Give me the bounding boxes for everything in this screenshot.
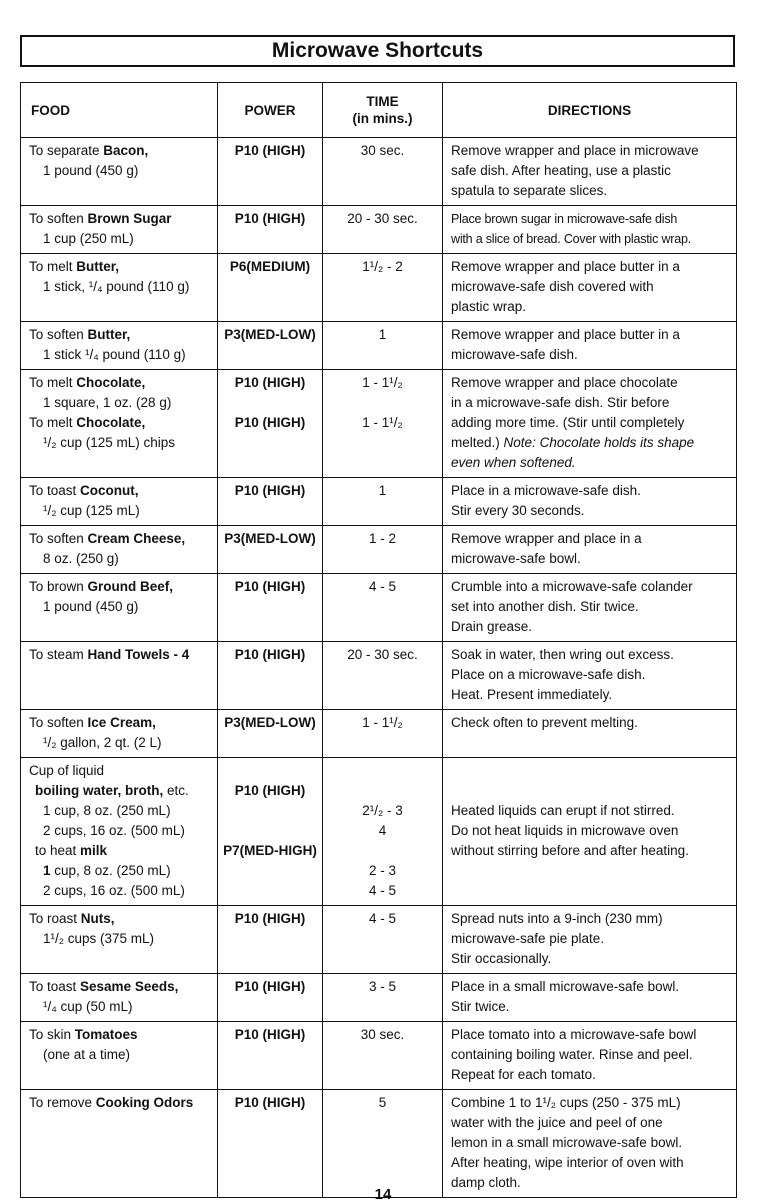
food-name: Chocolate, [76, 375, 146, 390]
food-text: To roast [29, 911, 81, 926]
power-value: P10 (HIGH) [234, 211, 306, 226]
table-row [21, 478, 737, 526]
table-row [21, 574, 737, 642]
food-name: Coconut, [80, 483, 139, 498]
food-text: To melt [29, 375, 77, 390]
time-value: 1 - 2 [368, 531, 396, 546]
power-cell [218, 138, 323, 206]
power-cell [218, 1022, 323, 1090]
directions-line: Check often to prevent melting. [451, 715, 638, 730]
time-cell [323, 906, 443, 974]
directions-line: Do not heat liquids in microwave oven [451, 823, 679, 838]
power-value: P10 (HIGH) [234, 579, 306, 594]
power-cell [218, 206, 323, 254]
directions-line: After heating, wipe interior of oven with [451, 1155, 684, 1170]
time-value: 1 - 1¹/₂ [362, 715, 403, 730]
directions-line: Place in a microwave-safe dish. [451, 483, 641, 498]
food-line [29, 413, 213, 433]
food-name: 1 [43, 863, 51, 878]
time-value: 1 - 1¹/₂ [362, 415, 403, 430]
time-cell [323, 254, 443, 322]
food-line [29, 345, 213, 365]
directions-line: containing boiling water. Rinse and peel. [451, 1047, 693, 1062]
food-cell [21, 906, 218, 974]
food-line [29, 713, 213, 733]
food-name: Cooking Odors [95, 1095, 194, 1110]
time-value: 4 - 5 [368, 911, 396, 926]
directions-line: without stirring before and after heating. [451, 843, 689, 858]
time-value: 1 [378, 483, 387, 498]
power-cell [218, 710, 323, 758]
table-row [21, 138, 737, 206]
directions-line: Stir every 30 seconds. [451, 503, 585, 518]
power-cell [218, 478, 323, 526]
food-line [29, 257, 213, 277]
header-time [323, 83, 443, 138]
food-text: (one at a time) [43, 1047, 131, 1062]
directions-line: Soak in water, then wring out excess. [451, 647, 674, 662]
directions-line: safe dish. After heating, use a plastic [451, 163, 671, 178]
time-cell [323, 138, 443, 206]
time-cell [323, 710, 443, 758]
directions-cell [443, 642, 737, 710]
food-text: To toast [29, 979, 81, 994]
table-row [21, 974, 737, 1022]
directions-line: plastic wrap. [451, 299, 527, 314]
food-name: Chocolate, [76, 415, 146, 430]
food-line [29, 433, 213, 453]
time-value: 5 [378, 1095, 387, 1110]
food-name: Sesame Seeds, [80, 979, 179, 994]
time-cell [323, 574, 443, 642]
power-value: P7(MED-HIGH) [223, 843, 317, 858]
directions-line: Place in a small microwave-safe bowl. [451, 979, 680, 994]
power-value [220, 821, 320, 841]
power-value [220, 801, 320, 821]
time-cell [323, 758, 443, 906]
time-value: 2¹/₂ - 3 [362, 803, 403, 818]
food-cell [21, 478, 218, 526]
table-row [21, 370, 737, 478]
food-text: etc. [163, 783, 189, 798]
directions-line: Spread nuts into a 9-inch (230 mm) [451, 911, 663, 926]
time-cell [323, 370, 443, 478]
time-cell [323, 974, 443, 1022]
food-name: Cream Cheese, [87, 531, 186, 546]
food-cell [21, 974, 218, 1022]
time-cell [323, 478, 443, 526]
directions-line: with a slice of bread. Cover with plastic wrap. [451, 232, 692, 246]
header-time-unit: (in mins.) [352, 111, 413, 126]
time-value: 3 - 5 [368, 979, 396, 994]
power-value [220, 761, 320, 781]
food-line [29, 209, 213, 229]
food-line [29, 277, 213, 297]
food-cell [21, 758, 218, 906]
time-value: 30 sec. [360, 1027, 405, 1042]
food-text: To skin [29, 1027, 75, 1042]
directions-line: water with the juice and peel of one [451, 1115, 663, 1130]
food-line [29, 997, 213, 1017]
food-text: To soften [29, 327, 88, 342]
food-text: 1 square, 1 oz. (28 g) [43, 395, 172, 410]
food-name: boiling water, broth, [35, 783, 164, 798]
directions-cell [443, 322, 737, 370]
food-text: To melt [29, 415, 77, 430]
directions-cell [443, 206, 737, 254]
food-text: To melt [29, 259, 77, 274]
power-value: P10 (HIGH) [234, 911, 306, 926]
table-row [21, 1022, 737, 1090]
food-line [29, 761, 213, 781]
food-line [29, 821, 213, 841]
food-cell [21, 370, 218, 478]
time-value: 4 - 5 [368, 883, 396, 898]
time-value [325, 761, 440, 781]
power-cell [218, 370, 323, 478]
directions-line: Place brown sugar in microwave-safe dish [451, 212, 678, 226]
food-line [29, 645, 213, 665]
food-name: Nuts, [80, 911, 115, 926]
power-cell [218, 254, 323, 322]
food-line [29, 501, 213, 521]
power-value: P3(MED-LOW) [224, 715, 316, 730]
power-value [220, 393, 320, 413]
directions-line: Stir occasionally. [451, 951, 552, 966]
directions-cell [443, 1090, 737, 1198]
food-line [29, 141, 213, 161]
food-text: 1 cup, 8 oz. (250 mL) [43, 803, 171, 818]
food-name: Hand Towels - 4 [87, 647, 190, 662]
food-line [29, 577, 213, 597]
directions-line [451, 761, 732, 781]
power-cell [218, 758, 323, 906]
table-row [21, 1090, 737, 1198]
directions-cell [443, 758, 737, 906]
directions-line: set into another dish. Stir twice. [451, 599, 639, 614]
power-value: P3(MED-LOW) [224, 531, 316, 546]
food-line [29, 841, 213, 861]
directions-cell [443, 526, 737, 574]
directions-cell [443, 254, 737, 322]
food-line [29, 393, 213, 413]
food-text: to heat [35, 843, 81, 858]
power-cell [218, 906, 323, 974]
power-value: P10 (HIGH) [234, 783, 306, 798]
power-cell [218, 526, 323, 574]
time-value: 4 [378, 823, 387, 838]
food-cell [21, 526, 218, 574]
food-text: 2 cups, 16 oz. (500 mL) [43, 883, 185, 898]
time-value: 20 - 30 sec. [347, 211, 418, 226]
food-text: 1 cup (250 mL) [43, 231, 134, 246]
food-text: ¹/₄ cup (50 mL) [43, 999, 133, 1014]
power-value: P10 (HIGH) [234, 143, 306, 158]
food-name: Brown Sugar [87, 211, 172, 226]
food-line [29, 1045, 213, 1065]
directions-line: microwave-safe bowl. [451, 551, 581, 566]
food-cell [21, 138, 218, 206]
power-value: P10 (HIGH) [234, 375, 306, 390]
food-line [29, 861, 213, 881]
time-value [325, 393, 440, 413]
directions-line: Remove wrapper and place butter in a [451, 259, 680, 274]
table-row [21, 254, 737, 322]
food-line [29, 529, 213, 549]
food-cell [21, 574, 218, 642]
directions-cell [443, 574, 737, 642]
directions-line: Crumble into a microwave-safe colander [451, 579, 693, 594]
power-value: P10 (HIGH) [234, 415, 306, 430]
food-cell [21, 206, 218, 254]
food-text: To soften [29, 531, 88, 546]
page-title: Microwave Shortcuts [20, 35, 735, 67]
directions-line: Heated liquids can erupt if not stirred. [451, 803, 675, 818]
food-text: 1 stick, ¹/₄ pound (110 g) [43, 279, 190, 294]
header-directions: DIRECTIONS [443, 83, 737, 138]
food-text: 1 pound (450 g) [43, 163, 139, 178]
food-name: Ground Beef, [87, 579, 174, 594]
time-value: 1 - 1¹/₂ [362, 375, 403, 390]
food-name: Ice Cream, [87, 715, 156, 730]
food-line [29, 597, 213, 617]
directions-cell [443, 138, 737, 206]
directions-cell [443, 974, 737, 1022]
time-cell [323, 642, 443, 710]
time-value [325, 841, 440, 861]
directions-line: lemon in a small microwave-safe bowl. [451, 1135, 683, 1150]
power-cell [218, 1090, 323, 1198]
food-line [29, 161, 213, 181]
food-line [29, 733, 213, 753]
food-cell [21, 322, 218, 370]
directions-line: Drain grease. [451, 619, 533, 634]
time-cell [323, 1022, 443, 1090]
time-value [325, 781, 440, 801]
directions-line: microwave-safe dish. [451, 347, 578, 362]
microwave-shortcuts-table [20, 82, 737, 1198]
food-line [29, 929, 213, 949]
food-text: To separate [29, 143, 104, 158]
food-line [29, 781, 213, 801]
food-text: 1 stick ¹/₄ pound (110 g) [43, 347, 186, 362]
food-text: To steam [29, 647, 88, 662]
power-cell [218, 322, 323, 370]
table-row [21, 206, 737, 254]
food-name: Butter, [87, 327, 131, 342]
table-row [21, 710, 737, 758]
time-value: 4 - 5 [368, 579, 396, 594]
directions-line: Place tomato into a microwave-safe bowl [451, 1027, 697, 1042]
power-value: P3(MED-LOW) [224, 327, 316, 342]
directions-line [451, 781, 732, 801]
food-line [29, 325, 213, 345]
food-cell [21, 710, 218, 758]
food-name: Butter, [76, 259, 120, 274]
power-cell [218, 574, 323, 642]
directions-line: Stir twice. [451, 999, 510, 1014]
directions-line: Remove wrapper and place in a [451, 531, 642, 546]
time-value: 20 - 30 sec. [347, 647, 418, 662]
time-value: 2 - 3 [368, 863, 396, 878]
page-number: 14 [374, 1186, 392, 1203]
food-text: ¹/₂ cup (125 mL) [43, 503, 140, 518]
food-line [29, 481, 213, 501]
directions-line: Combine 1 to 1¹/₂ cups (250 - 375 mL) [451, 1095, 681, 1110]
food-line [29, 909, 213, 929]
food-text: 1 pound (450 g) [43, 599, 139, 614]
directions-line: Repeat for each tomato. [451, 1067, 596, 1082]
directions-cell [443, 1022, 737, 1090]
directions-line: in a microwave-safe dish. Stir before [451, 395, 670, 410]
power-value: P10 (HIGH) [234, 1095, 306, 1110]
directions-cell [443, 478, 737, 526]
time-value: 1 [378, 327, 387, 342]
table-row [21, 322, 737, 370]
directions-cell [443, 710, 737, 758]
power-value: P6(MEDIUM) [229, 259, 311, 274]
time-value: 1¹/₂ - 2 [362, 259, 403, 274]
table-header-row [21, 83, 737, 138]
power-value: P10 (HIGH) [234, 979, 306, 994]
table-row [21, 906, 737, 974]
power-cell [218, 974, 323, 1022]
food-line [29, 549, 213, 569]
food-text: To remove [29, 1095, 96, 1110]
food-text: 2 cups, 16 oz. (500 mL) [43, 823, 185, 838]
food-cell [21, 1090, 218, 1198]
power-cell [218, 642, 323, 710]
directions-line: damp cloth. [451, 1175, 521, 1190]
table-row [21, 526, 737, 574]
power-value: P10 (HIGH) [234, 483, 306, 498]
food-cell [21, 254, 218, 322]
food-text: 8 oz. (250 g) [43, 551, 119, 566]
time-value: 30 sec. [360, 143, 405, 158]
food-text: 1¹/₂ cups (375 mL) [43, 931, 155, 946]
directions-line: Remove wrapper and place butter in a [451, 327, 680, 342]
header-time-label: TIME [366, 94, 399, 109]
food-text: ¹/₂ gallon, 2 qt. (2 L) [43, 735, 162, 750]
food-line [29, 977, 213, 997]
food-name: milk [80, 843, 108, 858]
directions-line: Remove wrapper and place in microwave [451, 143, 699, 158]
food-text: To soften [29, 211, 88, 226]
power-value: P10 (HIGH) [234, 1027, 306, 1042]
food-line [29, 229, 213, 249]
directions-note: even when softened. [451, 455, 576, 470]
directions-cell [443, 906, 737, 974]
directions-note: Note: Chocolate holds its shape [503, 435, 695, 450]
time-cell [323, 206, 443, 254]
time-cell [323, 526, 443, 574]
food-text: To toast [29, 483, 81, 498]
food-name: Bacon, [103, 143, 149, 158]
food-text: To soften [29, 715, 88, 730]
table-row [21, 642, 737, 710]
directions-line: Place on a microwave-safe dish. [451, 667, 646, 682]
food-line [29, 1025, 213, 1045]
header-food: FOOD [21, 83, 218, 138]
food-text: cup, 8 oz. (250 mL) [50, 863, 171, 878]
directions-line: Remove wrapper and place chocolate [451, 375, 678, 390]
food-line [29, 881, 213, 901]
directions-line: melted.) Note: Chocolate holds its shape [451, 435, 695, 450]
time-cell [323, 322, 443, 370]
directions-line: microwave-safe pie plate. [451, 931, 605, 946]
food-line [29, 801, 213, 821]
food-text: To brown [29, 579, 88, 594]
food-cell [21, 1022, 218, 1090]
time-cell [323, 1090, 443, 1198]
table-row [21, 758, 737, 906]
food-text: ¹/₂ cup (125 mL) chips [43, 435, 176, 450]
directions-line: adding more time. (Stir until completely [451, 415, 685, 430]
food-line [29, 373, 213, 393]
directions-cell [443, 370, 737, 478]
directions-line: Heat. Present immediately. [451, 687, 613, 702]
food-cell [21, 642, 218, 710]
directions-line: microwave-safe dish covered with [451, 279, 654, 294]
power-value: P10 (HIGH) [234, 647, 306, 662]
food-name: Tomatoes [74, 1027, 138, 1042]
food-text: Cup of liquid [29, 763, 105, 778]
header-power: POWER [218, 83, 323, 138]
directions-line: spatula to separate slices. [451, 183, 608, 198]
food-line [29, 1093, 213, 1113]
